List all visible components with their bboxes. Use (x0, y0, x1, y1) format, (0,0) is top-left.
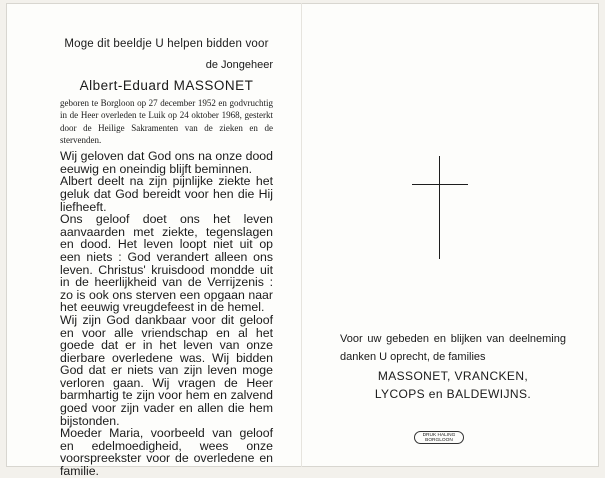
printer-name: DRUK HALING (422, 433, 456, 438)
families-line-1: MASSONET, VRANCKEN, (377, 369, 529, 383)
subtitle: de Jongeheer (205, 59, 273, 71)
deceased-name: Albert-Eduard MASSONET (79, 78, 254, 93)
fold-line (301, 3, 302, 467)
prayer-body (60, 150, 273, 477)
thanks-text: Voor uw gebeden en blijken van deelneming danken U oprecht, de families (340, 333, 566, 363)
cross-icon-vertical (439, 156, 440, 259)
prayer-paragraph: Moeder Maria, voorbeeld van geloof en edelmoedigheid, wees onze voorspreekster voor de overledene en familie. (60, 426, 273, 478)
left-panel (60, 36, 273, 478)
printer-stamp (414, 431, 464, 444)
bio-text: geboren te Borgloon op 27 december 1952 en godvruchtig in de Heer overleden te Luik op 24 oktober 1968, gesterkt door de Heilige Sakramenten van de zieken en de stervenden. (60, 98, 273, 145)
right-panel (340, 330, 566, 402)
families-line-2: LYCOPS en BALDEWIJNS. (374, 387, 532, 401)
cross-icon-horizontal (412, 184, 468, 185)
prayer-paragraph: Ons geloof doet ons het leven aanvaarden met ziekte, tegenslagen en dood. Het leven loopt niet uit op een niets : God verandert alleen ons leven. Christus' kruisdood mondde uit in de heerlijkheid van de Verrijzenis : zo is ook ons sterven een opgaan naar het eeuwig vreugdefeest in de hemel. (60, 212, 273, 315)
prayer-paragraph: Albert deelt na zijn pijnlijke ziekte het geluk dat God bereidt voor hen die Hij liefheeft. (60, 174, 273, 214)
intro-line: Moge dit beeldje U helpen bidden voor (64, 38, 269, 50)
printer-town: BORGLOON (425, 438, 453, 444)
prayer-paragraph: Wij geloven dat God ons na onze dood eeuwig en oneindig blijft beminnen. (60, 149, 273, 176)
prayer-paragraph: Wij zijn God dankbaar voor dit geloof en voor alle vriendschap en al het goede dat er in het leven van onze dierbare overledene was. Wij bidden God dat er niets van zijn leven moge verloren gaan. Wij vragen de Heer barmhartig te zijn voor hem en zalvend goed voor zijn vader en allen die hem bijstonden. (60, 312, 273, 428)
